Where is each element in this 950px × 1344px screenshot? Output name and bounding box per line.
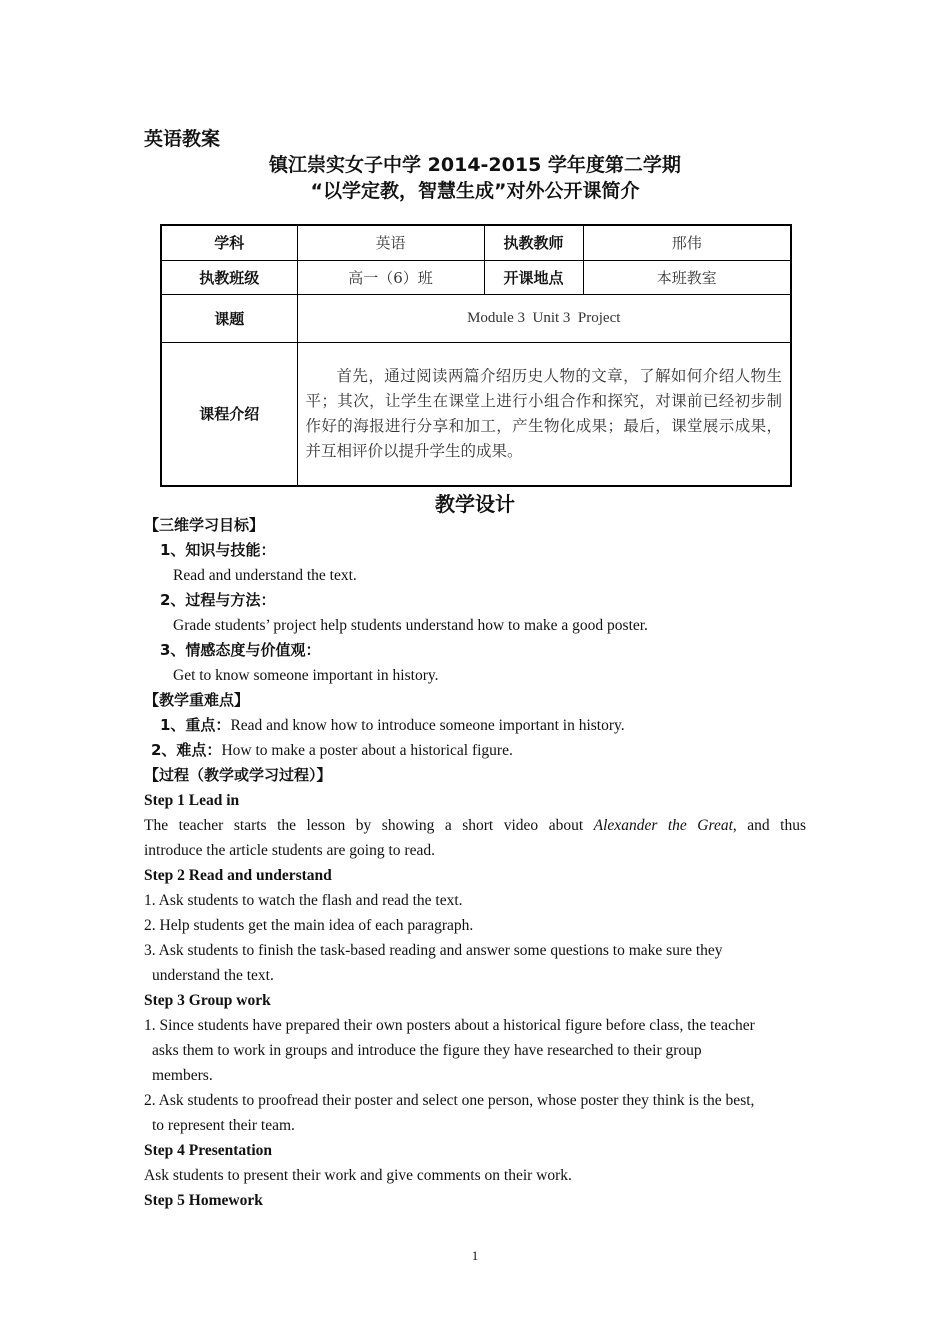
location-value: 本班教室 (583, 260, 791, 294)
class-value: 高一（6）班 (297, 260, 484, 294)
step3-item2-line1: 2. Ask students to proofread their poster and select one person, whose poster they think is the best, (144, 1092, 755, 1109)
obj2-text: Grade students’ project help students understand how to make a good poster. (173, 617, 648, 634)
step3-title: Step 3 Group work (144, 992, 271, 1009)
table-row (161, 225, 791, 260)
obj1-heading: 1、知识与技能： (160, 541, 276, 559)
obj3-heading: 3、情感态度与价值观： (160, 641, 321, 659)
step2-title: Step 2 Read and understand (144, 867, 332, 884)
table-row (161, 294, 791, 342)
teacher-label: 执教教师 (484, 225, 583, 260)
key-point-1 (160, 713, 822, 738)
process-heading: 【过程（教学或学习过程）】 (144, 766, 332, 784)
key2-text: How to make a poster about a historical figure. (221, 742, 513, 759)
step2-item3-line1: 3. Ask students to finish the task-based reading and answer some questions to make sure they (144, 942, 723, 959)
step4-title: Step 4 Presentation (144, 1142, 273, 1159)
step3-item1-line3: members. (152, 1067, 213, 1084)
subject-label: 学科 (161, 225, 297, 260)
intro-cell (297, 342, 791, 486)
step1-title: Step 1 Lead in (144, 792, 240, 809)
school-title: 镇江崇实女子中学 2014-2015 学年度第二学期 (269, 154, 681, 176)
objectives-heading: 【三维学习目标】 (144, 516, 265, 534)
step3-item2-line2: to represent their team. (152, 1117, 295, 1134)
step2-item1: 1. Ask students to watch the flash and read the text. (144, 892, 463, 909)
teacher-value: 邢伟 (583, 225, 791, 260)
subject-value: 英语 (297, 225, 484, 260)
topic-value: Module 3 Unit 3 Project (297, 294, 791, 342)
intro-label: 课程介绍 (161, 342, 297, 486)
table-row (161, 342, 791, 486)
step2-item2: 2. Help students get the main idea of each paragraph. (144, 917, 474, 934)
step3-item1-line2: asks them to work in groups and introduce the figure they have researched to their group (152, 1042, 702, 1059)
key1-label: 1、重点： (160, 716, 231, 734)
lesson-info-table (160, 224, 792, 487)
table-row (161, 260, 791, 294)
step4-text: Ask students to present their work and give comments on their work. (144, 1167, 572, 1184)
page-number: 1 (471, 1248, 479, 1263)
key-point-2 (151, 738, 813, 763)
step2-item3-line2: understand the text. (152, 967, 274, 984)
doc-type-label: 英语教案 (144, 128, 221, 150)
obj2-heading: 2、过程与方法： (160, 591, 276, 609)
intro-value: 首先，通过阅读两篇介绍历史人物的文章，了解如何介绍人物生平；其次，让学生在课堂上进行小组合作和探究，对课前已经初步制作好的海报进行分享和加工，产生物化成果；最后，课堂展示成果，并互相评价以提升学生的成果。 (305, 366, 782, 460)
key1-text: Read and know how to introduce someone important in history. (230, 717, 625, 734)
step5-title: Step 5 Homework (144, 1192, 263, 1209)
step1-text-b: , and thus (732, 817, 807, 834)
topic-label: 课题 (161, 294, 297, 342)
step1-text-a: The teacher starts the lesson by showing a short video about (144, 817, 584, 834)
step1-text-line1 (144, 813, 806, 838)
design-title: 教学设计 (435, 492, 515, 516)
lesson-subtitle: “以学定教，智慧生成”对外公开课简介 (310, 180, 640, 202)
location-label: 开课地点 (484, 260, 583, 294)
key2-label: 2、难点： (151, 741, 222, 759)
obj3-text: Get to know someone important in history. (173, 667, 439, 684)
class-label: 执教班级 (161, 260, 297, 294)
keypoints-heading: 【教学重难点】 (144, 691, 250, 709)
step1-text-line2: introduce the article students are going to read. (144, 842, 435, 859)
step1-text-italic: Alexander the Great (593, 817, 733, 834)
obj1-text: Read and understand the text. (173, 567, 357, 584)
step3-item1-line1: 1. Since students have prepared their own posters about a historical figure before class, the teacher (144, 1017, 755, 1034)
